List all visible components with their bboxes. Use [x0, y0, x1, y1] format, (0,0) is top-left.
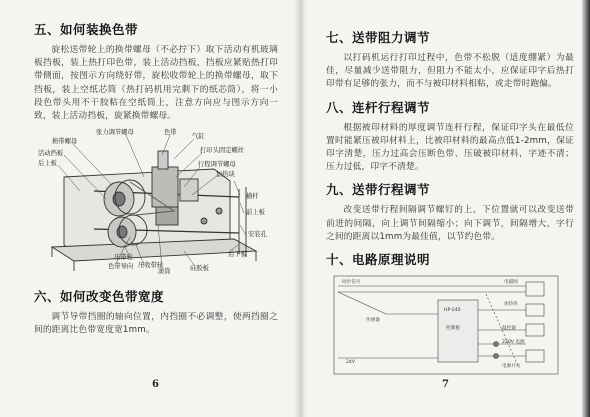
label-mounting-hole: 安装孔 [248, 231, 267, 239]
label-movable-baffle: 活动挡板 [38, 150, 64, 158]
label-heating-block-circuit: 加热块 [504, 302, 518, 308]
section-10-heading: 十、电路原理说明 [326, 252, 431, 268]
label-temp-sensor: 温控器 [502, 326, 516, 332]
section-8-heading: 八、连杆行程调节 [326, 99, 431, 115]
section-9-heading: 九、送带行程调节 [326, 182, 431, 198]
page-number-left: 6 [152, 379, 159, 390]
label-swap-nut: 换带螺母 [52, 138, 78, 146]
label-power-220v: 220V 电源 [502, 340, 525, 346]
label-spindle: 横杆 [246, 193, 259, 201]
section-6-heading: 六、如何改变色带宽度 [34, 289, 165, 305]
section-5-heading: 五、如何装换色带 [34, 22, 139, 37]
label-roller: 滚筒 [158, 268, 171, 276]
circuit-diagram [326, 274, 566, 378]
label-ribbon: 色带 [164, 129, 177, 137]
label-heating-block: 加热块 [216, 171, 235, 179]
section-8-body: 根据被印材料的厚度调节连杆行程，保证印字头在最低位置时能紧压被印材料上，比被印材料的最高点低1-2mm，保证印字清楚，压力过高会压断色带、压破被印材料，字迹不清；压力过低，印字不清楚。 [326, 122, 574, 173]
label-power-24v: 24V [346, 360, 355, 366]
ribbon-mechanism-figure [34, 129, 280, 279]
section-5-body: 旋松送带轮上的换带螺母（不必拧下）取下活动有机玻璃板挡板，装上热打印色带，装上活动挡板，挡板应紧贴热打印带侧面，按图示方向绕好带，旋松收带轮上的换带螺母，取下挡板，装上空纸芯筒（热打码机用完剩下的纸芯筒），将一小段色带头用不干胶粘在空纸筒上，注意方向应与图示方向一致，装上活动挡板，旋紧换带螺母。 [34, 45, 278, 122]
label-backing-plate: 后上板 [38, 160, 57, 168]
label-feed-roller: 压带轮 [114, 254, 133, 262]
label-print-head-screw: 打印头固定螺丝 [200, 147, 245, 155]
section-9-body: 改变送带行程间隔调节螺钉的上，下位置就可以改变送带前进的间隔，向上调节间隔缩小；向下调节，间隔增大，字行之间的距离以1mm为最佳值，以节约色带。 [326, 205, 574, 242]
page-number-right: 7 [442, 379, 449, 390]
label-cylinder: 气缸 [192, 133, 205, 141]
label-ribbon-guide: 色带导向 [108, 263, 134, 271]
label-tension-nut: 张力调节螺母 [96, 129, 134, 137]
label-rear-lower-plate: 后下板 [228, 251, 247, 259]
section-6-body: 调节导带挡圈的轴向位置，内挡圈不必调整，使两挡圈之间的距离比色带宽度宽1mm。 [34, 312, 278, 336]
label-solenoid-valve: 电磁阀 [504, 280, 518, 286]
right-page [300, 0, 590, 417]
label-sync-signal: 同步信号 [342, 280, 361, 286]
label-front-plate: 前上板 [246, 209, 265, 217]
label-base-plate: 硅胶板 [190, 265, 209, 273]
section-7-heading: 七、送带阻力调节 [326, 30, 431, 45]
label-sensor: 传感器 [366, 318, 380, 324]
label-power-switch: 电源开关 [502, 364, 521, 370]
label-control-box: 控制板 [446, 326, 460, 332]
section-7-body: 以打码机运行打印过程中，色带不松脱（适度绷紧）为最佳，尽量减少送带阻力，但阻力不能太小，应保证印字后热打印带有足够的张力，而不与被印材料相粘，或走带时跑偏。 [326, 53, 574, 90]
label-receive-roller: 压收带轮 [138, 262, 164, 270]
label-travel-nut: 行程调节螺母 [198, 161, 236, 169]
label-controller: HP-240 [444, 308, 461, 314]
scan-edge [582, 0, 590, 417]
